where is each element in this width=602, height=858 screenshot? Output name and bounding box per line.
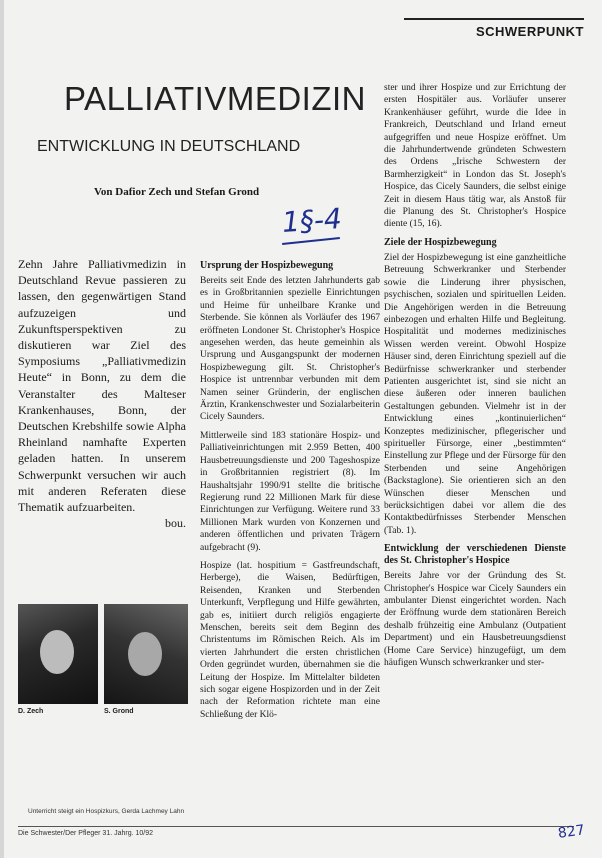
page-edge-shadow	[0, 0, 4, 858]
journal-footer: Die Schwester/Der Pfleger 31. Jahrg. 10/92	[18, 830, 154, 837]
middle-column	[200, 256, 380, 727]
body-paragraph: Ziel der Hospizbewegung ist eine ganzheitliche Betreuung Schwerkranker und Sterbender sowie die Linderung ihrer physischen, psychischen, sozialen und spirituellen Leiden. Die Angehörigen werden in die Betreuung einbezogen und erhalten Hilfe und Begleitung. Hospitalität und modernes medizinisches Wissen werden vereint. Obwohl Hospize Häuser sind, deren Einrichtung speziell auf die Bedürfnisse schwerkranker und sterbender Patienten ausgerichtet ist, sind sie nicht an diese äußeren oder inneren baulichen Gestaltungen gebunden. Vielmehr ist in der Entwicklung eines „kontinuierlichen“ Konzeptes medizinischer, pflegerischer und spiritueller Fürsorge, einer „bestimmten“ Einstellung zur Pflege und der Fürsorge für den Sterbenden und seine Angehörigen (Backstaglone). Sie orientieren sich an den Wünschen dieser Menschen und berücksichtigen dabei vor allem die des Kontaktbedürfnisses Sterbender Menschen (Tab. 1).	[384, 252, 566, 536]
body-paragraph: Mittlerweile sind 183 stationäre Hospiz- und Palliativeinrichtungen mit 2.959 Betten, 400 Hausbetreuungsdienste und 200 Tageshospize in Großbritannien registriert (8). Im Haushaltsjahr 1990/91 stellte die britische Regierung rund 22 Millionen Mark für diese Einrichtungen zur Verfügung. Weitere rund 33 Millionen Mark wurden von Konzernen und anderen öffentlichen und privaten Trägern aufgebracht (9).	[200, 430, 380, 553]
intro-paragraph: Zehn Jahre Palliativmedizin in Deutschland Revue passieren zu lassen, den gegenwärtigen Stand aufzuzeigen und Zukunftsperspektiven zu diskutieren war Ziel des Symposiums „Palliativmedizin Heute“ in Bonn, zu dem die Veranstalter des Malteser Krankenhauses, Bonn, der Deutschen Krebshilfe sowie Alpha Rheinland namhafte Experten geladen hatten. In unserem Schwerpunkt versuchen wir auch mit anderen Referaten diese Thematik aufzuarbeiten.	[18, 257, 186, 515]
body-paragraph: Bereits Jahre vor der Gründung des St. Christopher's Hospice war Cicely Saunders ein ambulanter Dienst eingerichtet worden. Nach der Eröffnung wurde dem stationären Bereich deshalb frühzeitig eine Ambulanz (Outpatient Department) und ein Hausbetreuungsdienst (Home Care Service) hinzugefügt, um dem häufigen Wunsch schwerkranker und ster-	[384, 571, 566, 669]
handwritten-page-number: 827	[557, 822, 586, 842]
handwritten-annotation: 1§-4	[280, 201, 343, 240]
article-subtitle: ENTWICKLUNG IN DEUTSCHLAND	[37, 138, 301, 155]
section-heading: Ziele der Hospizbewegung	[384, 236, 497, 248]
portrait-face	[40, 630, 74, 674]
image-credit: Unterricht steigt ein Hospizkurs, Gerda Lachmey Lahn	[28, 808, 185, 815]
section-heading: Ursprung der Hospizbewegung	[200, 260, 334, 271]
body-paragraph: Hospize (lat. hospitium = Gastfreundschaft, Herberge), die Waisen, Bedürftigen, Reisenden, Kranken und Sterbenden Unterkunft, Verpflegung und Hilfe gewährten, gab es, initiiert durch religiös engagierte Menschen, bereits seit dem Beginn des Christentums im Römischen Reich. Als im vierten Jahrhundert die ersten christlichen Orden gegründet wurden, übernahmen sie die Leitung der Hospize. Im Mittelalter bildeten sich sogar eigene Hospizorden und in der Zeit nach der Reformation richtete man eine Schließung der Klö-	[200, 560, 380, 720]
portrait-face	[128, 632, 162, 676]
section-heading: Entwicklung der verschiedenen Dienste des St. Christopher's Hospice	[384, 543, 566, 567]
author-signature: bou.	[165, 516, 186, 531]
author-photo-zech	[18, 604, 98, 704]
intro-column	[18, 256, 186, 531]
footer-rule	[18, 826, 574, 827]
article-title: PALLIATIVMEDIZIN	[64, 80, 367, 117]
right-column	[384, 82, 566, 675]
article-byline: Von Dafior Zech und Stefan Grond	[94, 186, 260, 198]
photo-caption: S. Grond	[104, 708, 134, 715]
photo-caption: D. Zech	[18, 708, 44, 715]
body-paragraph: ster und ihrer Hospize und zur Errichtung der ersten Hospitäler aus. Vorläufer unserer Krankenhäuser geführt, wurde die Idee in Frankreich, Deutschland und Irland erneut aufgegriffen und neue Hospize eröffnet. Um die Jahrhundertwende gründeten Schwestern des Ordens „Irische Schwestern der Barmherzigkeit“ in London das St. Joseph's Hospice, das Cicely Saunders, die selbst einige Zeit in diesem Haus tätig war, als Anstoß für die Planung des St. Christopher's Hospice diente (15, 16).	[384, 83, 566, 230]
body-paragraph: Bereits seit Ende des letzten Jahrhunderts gab es in Großbritannien spezielle Einrichtungen und Heime für unheilbare Kranke und Sterbende. Sie können als Vorläufer des 1967 eröffneten Londoner St. Christopher's Hospice angesehen werden, das heute gemeinhin als Ursprung und Ausgangspunkt der modernen Hospizbewegung gilt. St. Christopher's Hospice ist untrennbar verbunden mit dem Namen seiner Gründerin, der englischen Ärztin, Krankenschwester und Sozialarbeiterin Cicely Saunders.	[200, 276, 380, 423]
author-photo-grond	[104, 604, 188, 704]
section-label: SCHWERPUNKT	[475, 24, 584, 39]
